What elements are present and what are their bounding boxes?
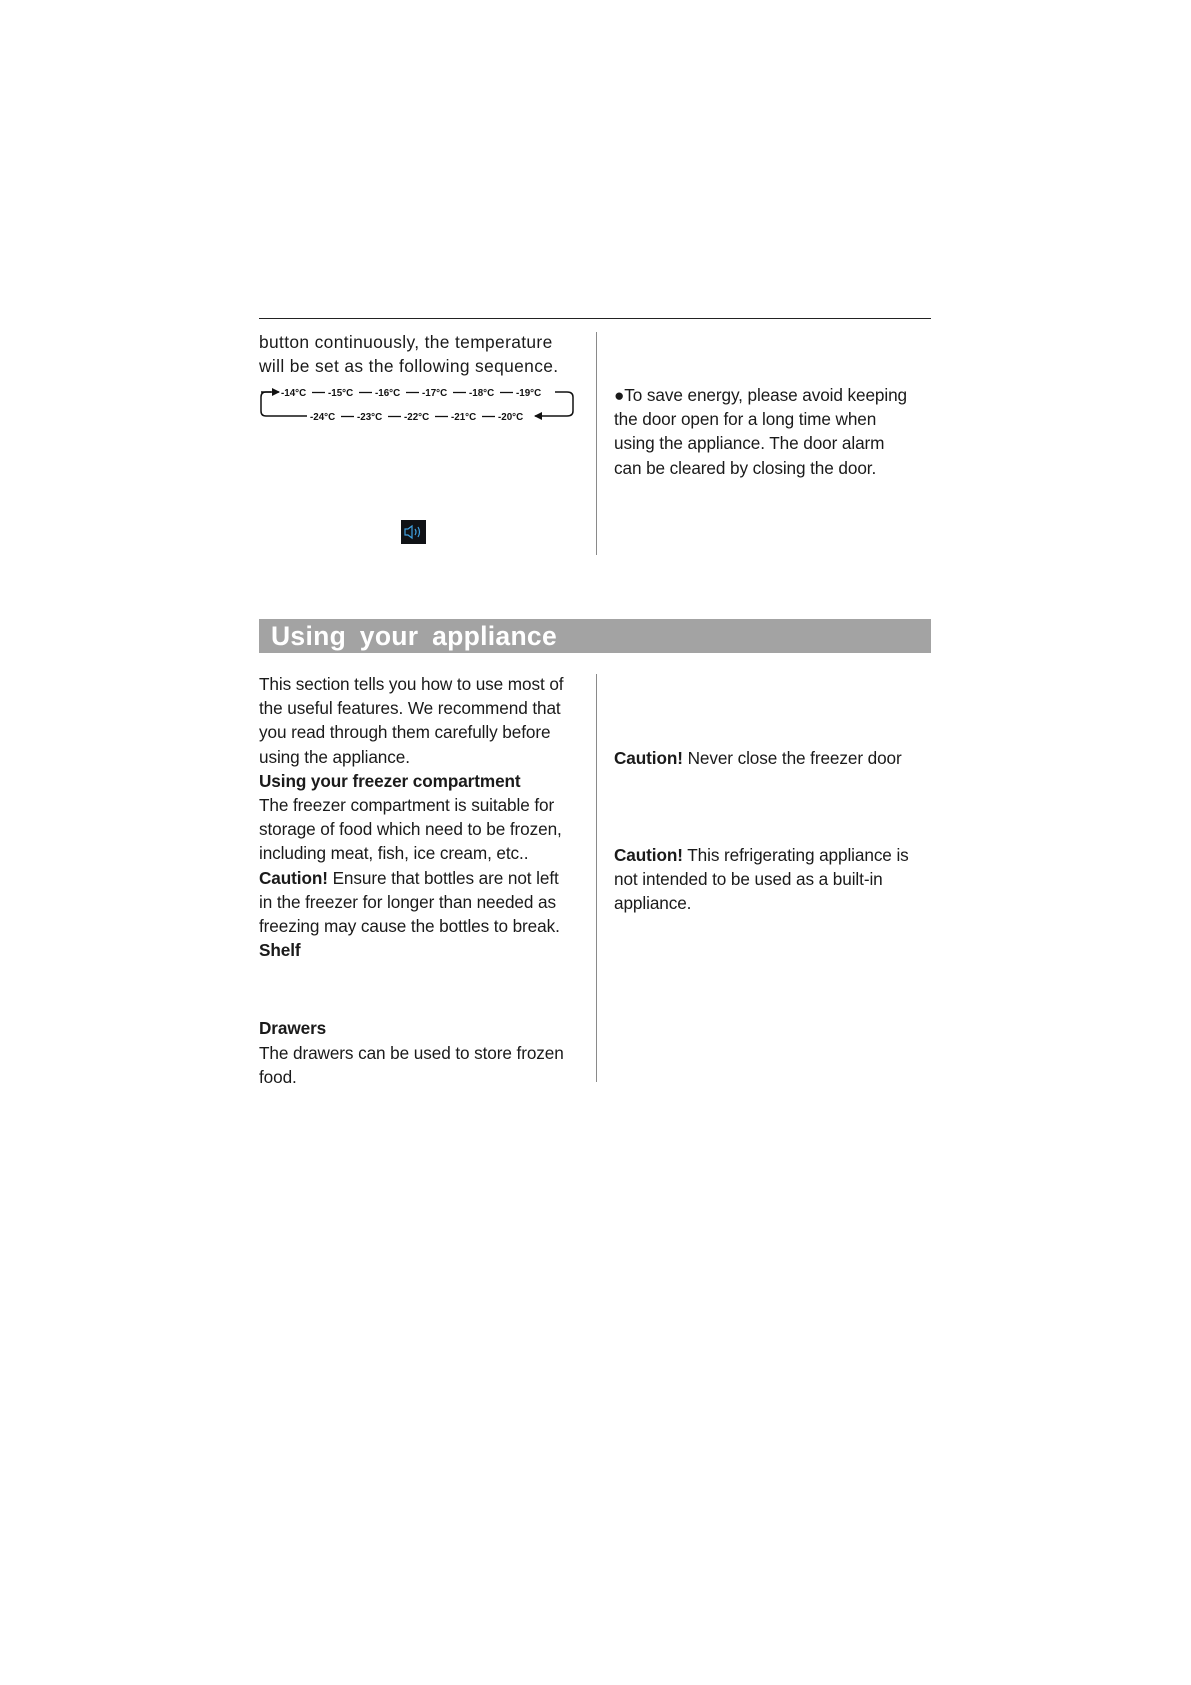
energy-note-line-1: ●To save energy, please avoid keeping [614, 385, 908, 405]
left-column [259, 672, 579, 1089]
top-temp-label: -19°C [516, 388, 542, 399]
top-temp-label: -15°C [328, 388, 354, 399]
bottom-temp-label: -23°C [357, 412, 383, 423]
drawers-line-2: food. [259, 1066, 297, 1087]
bottom-temp-label: -21°C [451, 412, 477, 423]
energy-note-line-4: can be cleared by closing the door. [614, 457, 877, 478]
built-in-caution-line-1 [614, 843, 934, 867]
bottom-temp-label: -20°C [498, 412, 524, 423]
freezer-line-2: storage of food which need to be frozen, [259, 819, 562, 840]
intro-line-2: will be set as the following sequence. [259, 356, 559, 377]
caution-label: Caution! [259, 867, 328, 888]
intro-paragraph-line-1: This section tells you how to use most of [259, 674, 564, 694]
bottom-temp-label: -22°C [404, 412, 430, 423]
intro-line-1: button continuously, the temperature [259, 332, 553, 352]
freezer-compartment-heading: Using your freezer compartment [259, 770, 521, 791]
bottle-caution-line-2: in the freezer for longer than needed as [259, 891, 556, 912]
drawers-heading: Drawers [259, 1018, 327, 1039]
freezer-line-1: The freezer compartment is suitable for [259, 795, 555, 816]
speaker-icon [401, 520, 426, 544]
drawers-line-1: The drawers can be used to store frozen [259, 1042, 564, 1063]
shelf-heading: Shelf [259, 940, 301, 961]
intro-paragraph-line-2: the useful features. We recommend that [259, 698, 561, 719]
top-temp-label: -17°C [422, 388, 448, 399]
bottle-caution-line-1 [259, 866, 579, 890]
built-in-caution-text: This refrigerating appliance is [682, 845, 909, 865]
freezer-door-caution-text: Never close the freezer door [682, 748, 902, 768]
temperature-sequence-intro [259, 330, 579, 378]
column-divider-main [596, 674, 597, 1082]
temperature-sequence-diagram [259, 386, 579, 424]
top-temp-label: -16°C [375, 388, 401, 399]
top-temp-label: -14°C [281, 388, 307, 399]
built-in-caution-line-3: appliance. [614, 893, 692, 914]
intro-paragraph-line-4: using the appliance. [259, 746, 410, 767]
caution-label: Caution! [614, 748, 683, 768]
bottle-caution-text: Ensure that bottles are not left [327, 867, 559, 888]
intro-paragraph-line-3: you read through them carefully before [259, 722, 551, 743]
freezer-door-caution-line [614, 746, 934, 770]
energy-saving-note [614, 383, 934, 480]
freezer-door-caution [614, 746, 934, 770]
energy-note-line-3: using the appliance. The door alarm [614, 433, 885, 454]
section-banner [259, 619, 931, 653]
built-in-caution [614, 843, 934, 916]
column-divider-top [596, 332, 597, 555]
freezer-line-3: including meat, fish, ice cream, etc.. [259, 843, 529, 864]
bottle-caution-line-3: freezing may cause the bottles to break. [259, 916, 560, 937]
shelf-gap [259, 962, 579, 1016]
top-rule [259, 318, 931, 319]
built-in-caution-line-2: not intended to be used as a built-in [614, 869, 883, 890]
top-temp-label: -18°C [469, 388, 495, 399]
bottom-temp-label: -24°C [310, 412, 336, 423]
caution-label: Caution! [614, 845, 683, 865]
section-title: Using your appliance [271, 621, 558, 651]
energy-note-line-2: the door open for a long time when [614, 409, 877, 430]
